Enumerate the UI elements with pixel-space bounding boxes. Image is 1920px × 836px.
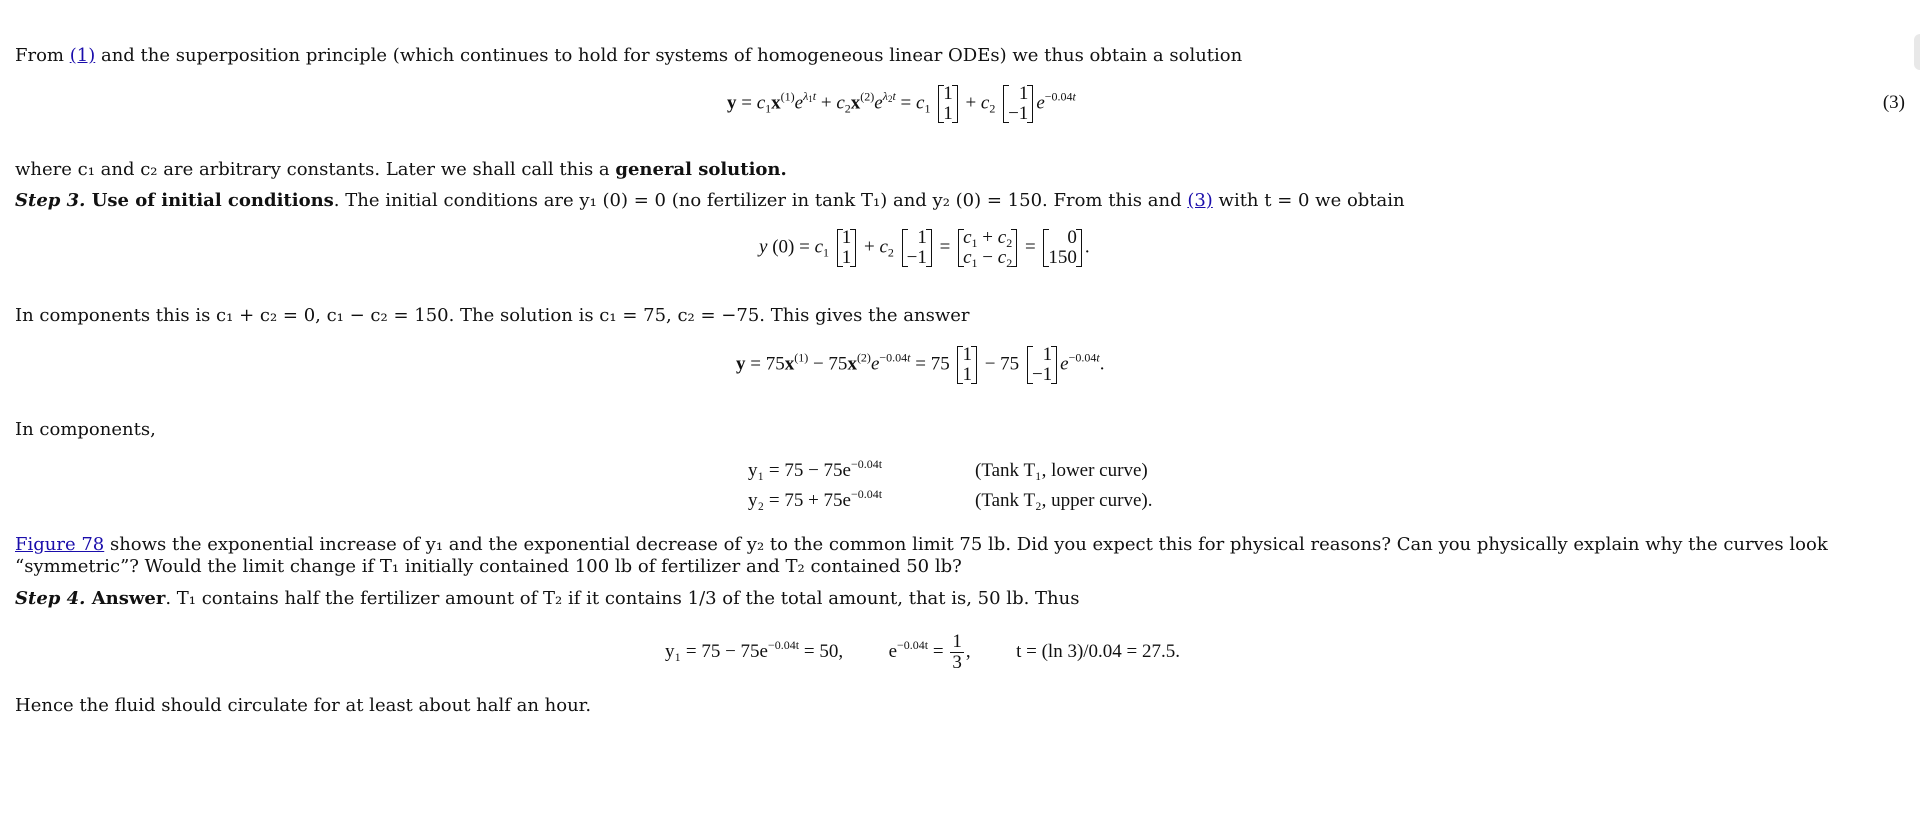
paragraph-in-components: In components,: [15, 419, 156, 440]
vector-one-minus-one-ic: 1 −1: [902, 228, 932, 268]
vector-ones: 1 1: [938, 84, 958, 124]
paragraph-conclusion: Hence the fluid should circulate for at least about half an hour.: [15, 695, 592, 716]
final-eq-comma: ,: [965, 640, 971, 662]
fraction-denominator: 3: [952, 652, 962, 673]
final-eq-t: t = (ln 3)/0.04 = 27.5.: [1016, 640, 1181, 662]
figure-78-text: shows the exponential increase of y₁ and the exponential decrease of y₂ to the common limit 75 lb. Did you expect this for physical reasons? Can you physically explain why the curves look “symmetric”? Would the limit change if T₁ initially contained 100 lb of fertilizer and T₂ contained 50 lb?: [15, 534, 1828, 577]
step-3-title: Use of initial conditions: [85, 190, 334, 211]
final-eq-y1: y₁ = 75 − 75e: [665, 640, 768, 662]
vector-ones-ic: 1 1: [837, 228, 857, 268]
step-3-text: . The initial conditions are y₁ (0) = 0 (no fertilizer in tank T₁) and y₂ (0) = 150. From this and: [333, 190, 1188, 211]
component-y2-note: (Tank T₂, upper curve).: [975, 490, 1153, 511]
intro-text-rest: and the superposition principle (which continues to hold for systems of homogeneous linear ODEs) we thus obtain a solution: [95, 45, 1243, 66]
final-eq-y1-end: = 50,: [799, 640, 844, 662]
general-solution-term: general solution: [615, 159, 781, 180]
equation-1-link[interactable]: (1): [69, 45, 96, 66]
general-solution-text: where c₁ and c₂ are arbitrary constants. Later we shall call this a: [15, 159, 616, 180]
y1-exponent: −0.04t: [851, 457, 883, 471]
step-4-label: Step 4.: [15, 588, 86, 609]
answer-equation: $y = 75x^{(1)} - 75x^{(2)}e^{-0.04t} = 75$ 1 1 − 75 1 −1 $e^{-0.04t}$.: [736, 344, 1105, 385]
paragraph-intro: [15, 45, 1242, 67]
final-eq-equals: =: [928, 640, 949, 662]
vector-ones-answer: 1 1: [957, 345, 977, 385]
step-3-text-end: with t = 0 we obtain: [1212, 190, 1405, 211]
step-4-title: Answer: [85, 588, 166, 609]
final-equation: [665, 632, 1180, 673]
paragraph-general-solution: [15, 159, 787, 181]
paragraph-figure-78: [15, 534, 1905, 578]
component-y2: [748, 487, 883, 512]
vector-one-minus-one: 1 −1: [1003, 84, 1033, 124]
step-3-label: Step 3.: [15, 190, 86, 211]
final-eq-e-exponent: −0.04t: [897, 637, 929, 652]
vector-0-150: 0 150: [1043, 228, 1082, 268]
y2-exponent: −0.04t: [851, 487, 883, 501]
general-solution-end: .: [780, 159, 787, 180]
vector-one-minus-one-answer: 1 −1: [1027, 345, 1057, 385]
final-eq-e: e: [888, 640, 898, 662]
component-y1: [748, 457, 883, 482]
equation-3: $y = c_1x^{(1)}e^{\lambda_1t} + c_2x^{(2)}e^{\lambda_2t} = c_1$ 1 1 + $c_2$ 1 −1 $e^{-0.04t}$: [727, 83, 1076, 124]
intro-text: From: [15, 45, 70, 66]
component-y1-note: (Tank T₁, lower curve): [975, 460, 1148, 481]
final-eq-y1-exponent: −0.04t: [768, 637, 800, 652]
paragraph-components-solution: In components this is c₁ + c₂ = 0, c₁ − c₂ = 150. The solution is c₁ = 75, c₂ = −75. This gives the answer: [15, 305, 970, 326]
y1-expression: y₁ = 75 − 75e: [748, 460, 851, 481]
figure-78-link[interactable]: Figure 78: [15, 534, 105, 555]
vector-c-sum-diff: $c_1 + c_2$ $c_1 - c_2$: [958, 228, 1017, 268]
equation-number: (3): [1882, 92, 1905, 113]
paragraph-step-4: [15, 588, 1079, 610]
step-4-text: . T₁ contains half the fertilizer amount of T₂ if it contains 1/3 of the total amount, that is, 50 lb. Thus: [165, 588, 1080, 609]
initial-condition-equation: y $(0) = c_1$ 1 1 + $c_2$ 1 −1 = $c_1 + c_2$ $c_1 - c_2$ = 0 150 .: [759, 227, 1090, 270]
fraction-numerator: 1: [952, 631, 962, 652]
y2-expression: y₂ = 75 + 75e: [748, 490, 851, 511]
fraction-one-third: [950, 632, 964, 673]
equation-3-link[interactable]: (3): [1187, 190, 1213, 211]
paragraph-step-3: [15, 190, 1405, 212]
scrollbar-edge[interactable]: [1914, 34, 1920, 70]
